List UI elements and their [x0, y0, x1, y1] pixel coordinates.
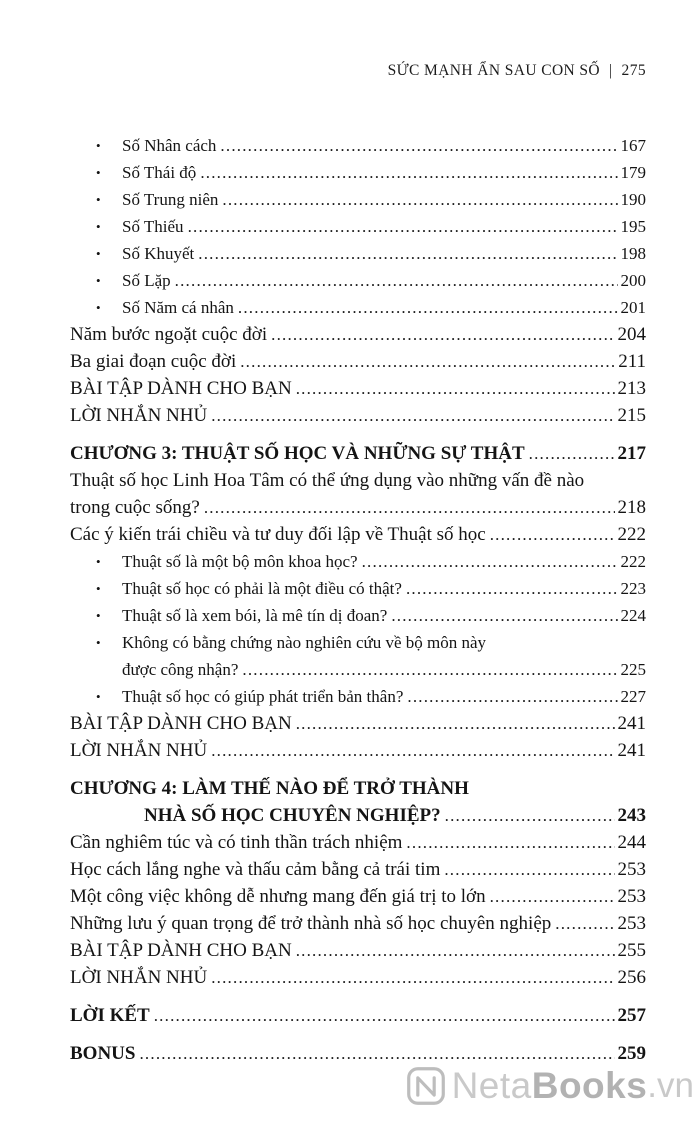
- toc-page-number: 198: [620, 244, 646, 263]
- dot-leader: [154, 1002, 615, 1029]
- toc-entry-title: Số Thiếu: [122, 217, 184, 236]
- toc-entry: [70, 294, 646, 321]
- toc-entry-title: Số Nhân cách: [122, 136, 217, 155]
- toc-page-number: 167: [620, 136, 646, 155]
- toc-page-number: 253: [617, 886, 646, 907]
- toc-entry: [70, 321, 646, 348]
- toc-entry-title: BÀI TẬP DÀNH CHO BẠN: [70, 713, 292, 734]
- bullet-icon: •: [96, 689, 101, 704]
- dot-leader: [296, 937, 615, 964]
- page-header: [70, 62, 646, 80]
- toc-entry-title: LỜI NHẮN NHỦ: [70, 967, 208, 988]
- toc-page-number: 217: [617, 443, 646, 464]
- toc-page-number: 179: [620, 163, 646, 182]
- toc-entry-title: Không có bằng chứng nào nghiên cứu về bộ môn này: [122, 633, 487, 652]
- toc-page-number: 201: [620, 298, 646, 317]
- toc-entry: [70, 937, 646, 964]
- toc-entry-title: LỜI NHẮN NHỦ: [70, 405, 208, 426]
- toc-entry-title: BÀI TẬP DÀNH CHO BẠN: [70, 940, 292, 961]
- dot-leader: [444, 856, 614, 883]
- table-of-contents: [70, 132, 646, 1067]
- toc-entry-title: Thuật số là một bộ môn khoa học?: [122, 552, 358, 571]
- toc-page-number: 190: [620, 190, 646, 209]
- toc-page-number: 256: [617, 967, 646, 988]
- dot-leader: [211, 737, 614, 764]
- dot-leader: [490, 521, 615, 548]
- toc-page-number: 195: [620, 217, 646, 236]
- toc-entry: [70, 186, 646, 213]
- watermark-text-books: Books: [531, 1065, 648, 1106]
- toc-page-number: 244: [617, 832, 646, 853]
- toc-entry-title: Những lưu ý quan trọng để trở thành nhà số học chuyên nghiệp: [70, 913, 552, 934]
- dot-leader: [175, 267, 618, 294]
- toc-entry: [70, 467, 646, 494]
- toc-entry: [70, 1002, 646, 1029]
- dot-leader: [242, 656, 617, 683]
- toc-page-number: 224: [620, 606, 646, 625]
- toc-entry: [70, 883, 646, 910]
- netabooks-logo-icon: [406, 1066, 446, 1106]
- dot-leader: [211, 964, 614, 991]
- toc-entry-title: Thuật số học Linh Hoa Tâm có thể ứng dụng vào những vấn đề nào: [70, 470, 585, 491]
- toc-entry: [70, 159, 646, 186]
- toc-entry: [70, 737, 646, 764]
- toc-entry-title: Thuật số học có phải là một điều có thật?: [122, 579, 402, 598]
- toc-entry: [70, 775, 646, 802]
- toc-entry: [70, 829, 646, 856]
- bullet-icon: •: [96, 165, 101, 180]
- toc-entry: [70, 402, 646, 429]
- dot-leader: [407, 683, 617, 710]
- running-title: SỨC MẠNH ẨN SAU CON SỐ: [387, 62, 601, 79]
- bullet-icon: •: [96, 273, 101, 288]
- toc-page-number: 211: [618, 351, 646, 372]
- toc-entry: [70, 132, 646, 159]
- bullet-icon: •: [96, 192, 101, 207]
- toc-page-number: 259: [617, 1043, 646, 1064]
- toc-entry: [70, 910, 646, 937]
- dot-leader: [406, 829, 614, 856]
- toc-entry-title: Thuật số học có giúp phát triển bản thân?: [122, 687, 404, 706]
- toc-entry: [70, 494, 646, 521]
- toc-entry: [70, 629, 646, 656]
- toc-page-number: 218: [617, 497, 646, 518]
- toc-page-number: 241: [617, 713, 646, 734]
- toc-page-number: 204: [617, 324, 646, 345]
- toc-entry-title: trong cuộc sống?: [70, 497, 200, 518]
- toc-entry: [70, 1040, 646, 1067]
- toc-page-number: 225: [620, 660, 646, 679]
- dot-leader: [391, 602, 617, 629]
- toc-entry: [70, 213, 646, 240]
- bullet-icon: •: [96, 581, 101, 596]
- dot-leader: [222, 186, 617, 213]
- toc-entry-title: Số Khuyết: [122, 244, 195, 263]
- toc-entry: [70, 683, 646, 710]
- bullet-icon: •: [96, 138, 101, 153]
- toc-entry-title: LỜI NHẮN NHỦ: [70, 740, 208, 761]
- toc-page-number: 243: [617, 805, 646, 826]
- toc-entry: [70, 802, 646, 829]
- toc-entry: [70, 964, 646, 991]
- dot-leader: [406, 575, 618, 602]
- dot-leader: [490, 883, 615, 910]
- toc-page-number: 223: [620, 579, 646, 598]
- toc-page-number: 257: [617, 1005, 646, 1026]
- bullet-icon: •: [96, 608, 101, 623]
- toc-entry: [70, 856, 646, 883]
- toc-entry: [70, 575, 646, 602]
- dot-leader: [188, 213, 618, 240]
- toc-entry: [70, 440, 646, 467]
- dot-leader: [211, 402, 614, 429]
- toc-entry-title: Thuật số là xem bói, là mê tín dị đoan?: [122, 606, 388, 625]
- toc-entry-title: BÀI TẬP DÀNH CHO BẠN: [70, 378, 292, 399]
- dot-leader: [220, 132, 617, 159]
- toc-page-number: 213: [617, 378, 646, 399]
- toc-page-number: 222: [620, 552, 646, 571]
- dot-leader: [139, 1040, 614, 1067]
- toc-entry-title: CHƯƠNG 4: LÀM THẾ NÀO ĐỂ TRỞ THÀNH: [70, 778, 469, 799]
- toc-page-number: 215: [617, 405, 646, 426]
- toc-entry-title: Năm bước ngoặt cuộc đời: [70, 324, 268, 345]
- toc-page-number: 222: [617, 524, 646, 545]
- toc-entry-title: BONUS: [70, 1043, 136, 1064]
- toc-entry-title: Số Năm cá nhân: [122, 298, 234, 317]
- dot-leader: [362, 548, 618, 575]
- bullet-icon: •: [96, 246, 101, 261]
- bullet-icon: •: [96, 300, 101, 315]
- toc-entry-title: Số Thái độ: [122, 163, 197, 182]
- toc-entry-title: LỜI KẾT: [70, 1005, 150, 1026]
- header-separator: |: [609, 62, 613, 79]
- toc-entry-title: Số Trung niên: [122, 190, 219, 209]
- dot-leader: [240, 348, 615, 375]
- dot-leader: [296, 710, 615, 737]
- toc-entry: [70, 521, 646, 548]
- dot-leader: [296, 375, 615, 402]
- watermark: [406, 1065, 694, 1107]
- dot-leader: [271, 321, 614, 348]
- dot-leader: [555, 910, 614, 937]
- watermark-text-vn: .vn: [647, 1066, 694, 1105]
- toc-entry-title: Học cách lắng nghe và thấu cảm bằng cả trái tim: [70, 859, 441, 880]
- toc-entry: [70, 710, 646, 737]
- toc-page-number: 253: [617, 859, 646, 880]
- toc-entry-title: Số Lặp: [122, 271, 171, 290]
- toc-entry: [70, 602, 646, 629]
- toc-entry-title: CHƯƠNG 3: THUẬT SỐ HỌC VÀ NHỮNG SỰ THẬT: [70, 443, 525, 464]
- toc-entry: [70, 267, 646, 294]
- toc-page-number: 253: [617, 913, 646, 934]
- dot-leader: [445, 802, 615, 829]
- bullet-icon: •: [96, 219, 101, 234]
- page-number: 275: [621, 62, 646, 79]
- toc-entry-title: Cần nghiêm túc và có tinh thần trách nhiệm: [70, 832, 403, 853]
- toc-entry: [70, 656, 646, 683]
- toc-entry-title: Các ý kiến trái chiều và tư duy đối lập về Thuật số học: [70, 524, 486, 545]
- toc-page-number: 255: [617, 940, 646, 961]
- toc-entry-title: Ba giai đoạn cuộc đời: [70, 351, 237, 372]
- watermark-text-neta: Neta: [451, 1065, 532, 1106]
- toc-entry: [70, 548, 646, 575]
- dot-leader: [238, 294, 618, 321]
- toc-entry: [70, 348, 646, 375]
- toc-entry-title: được công nhận?: [122, 660, 239, 679]
- toc-page-number: 227: [620, 687, 646, 706]
- dot-leader: [204, 494, 615, 521]
- bullet-icon: •: [96, 635, 101, 650]
- toc-entry: [70, 240, 646, 267]
- dot-leader: [529, 440, 615, 467]
- dot-leader: [198, 240, 617, 267]
- dot-leader: [200, 159, 617, 186]
- toc-page-number: 241: [617, 740, 646, 761]
- toc-page-number: 200: [620, 271, 646, 290]
- toc-entry-title: Một công việc không dễ nhưng mang đến giá trị to lớn: [70, 886, 486, 907]
- toc-entry-title: NHÀ SỐ HỌC CHUYÊN NGHIỆP?: [144, 805, 441, 826]
- bullet-icon: •: [96, 554, 101, 569]
- toc-entry: [70, 375, 646, 402]
